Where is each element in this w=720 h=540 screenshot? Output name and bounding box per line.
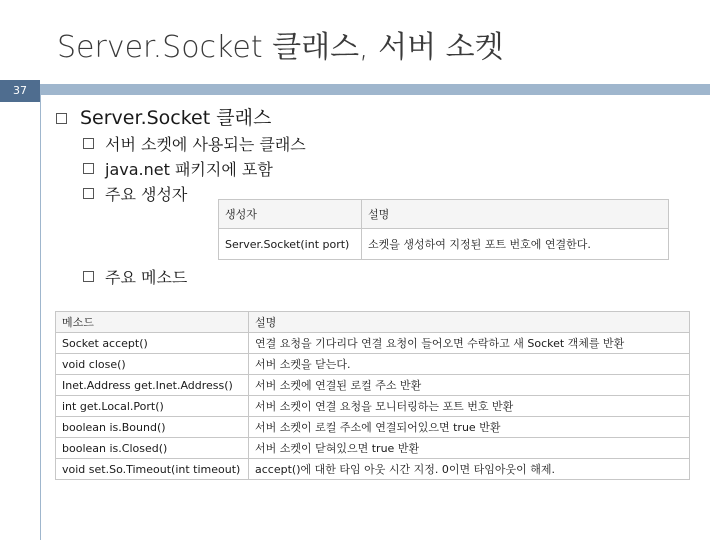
table-header-row xyxy=(56,312,690,333)
table-cell: void set.So.Timeout(int timeout) xyxy=(56,459,249,480)
table-row xyxy=(56,459,690,480)
left-rule xyxy=(40,95,41,540)
bullet-item: 주요 생성자 xyxy=(105,185,188,204)
bullet-box-icon xyxy=(83,138,94,149)
table-row xyxy=(56,375,690,396)
table-row xyxy=(56,396,690,417)
table-cell: Server.Socket(int port) xyxy=(219,229,362,260)
table-cell: accept()에 대한 타임 아웃 시간 지정. 0이면 타임아웃이 해제. xyxy=(249,459,690,480)
method-table xyxy=(55,311,690,480)
table-header-row xyxy=(219,200,669,229)
bullet-item: java.net 패키지에 포함 xyxy=(105,160,273,179)
bullet-box-icon xyxy=(83,271,94,282)
table-cell: 서버 소켓을 닫는다. xyxy=(249,354,690,375)
slide-title: Server.Socket 클래스, 서버 소켓 xyxy=(57,30,504,65)
table-header-cell: 설명 xyxy=(362,200,669,229)
bullet-item: 서버 소켓에 사용되는 클래스 xyxy=(105,135,306,154)
table-header-cell: 설명 xyxy=(249,312,690,333)
table-cell: boolean is.Bound() xyxy=(56,417,249,438)
bullet-box-icon xyxy=(83,188,94,199)
table-cell: 서버 소켓에 연결된 로컬 주소 반환 xyxy=(249,375,690,396)
table-row xyxy=(56,333,690,354)
table-header-cell: 메소드 xyxy=(56,312,249,333)
table-cell: boolean is.Closed() xyxy=(56,438,249,459)
table-row xyxy=(56,438,690,459)
table-cell: Socket accept() xyxy=(56,333,249,354)
table-cell: 서버 소켓이 연결 요청을 모니터링하는 포트 번호 반환 xyxy=(249,396,690,417)
table-row xyxy=(56,354,690,375)
section-heading: Server.Socket 클래스 xyxy=(80,107,272,129)
title-underline-bar xyxy=(40,84,710,95)
table-cell: Inet.Address get.Inet.Address() xyxy=(56,375,249,396)
table-row xyxy=(56,417,690,438)
table-cell: 서버 소켓이 닫혀있으면 true 반환 xyxy=(249,438,690,459)
table-header-cell: 생성자 xyxy=(219,200,362,229)
bullet-item: 주요 메소드 xyxy=(105,268,188,287)
table-cell: void close() xyxy=(56,354,249,375)
table-cell: 연결 요청을 기다리다 연결 요청이 들어오면 수락하고 새 Socket 객체를 반환 xyxy=(249,333,690,354)
page-number: 37 xyxy=(0,80,40,102)
bullet-box-icon xyxy=(56,113,67,124)
constructor-table xyxy=(218,199,669,260)
bullet-box-icon xyxy=(83,163,94,174)
table-row xyxy=(219,229,669,260)
table-cell: int get.Local.Port() xyxy=(56,396,249,417)
table-cell: 서버 소켓이 로컬 주소에 연결되어있으면 true 반환 xyxy=(249,417,690,438)
table-cell: 소켓을 생성하여 지정된 포트 번호에 연결한다. xyxy=(362,229,669,260)
